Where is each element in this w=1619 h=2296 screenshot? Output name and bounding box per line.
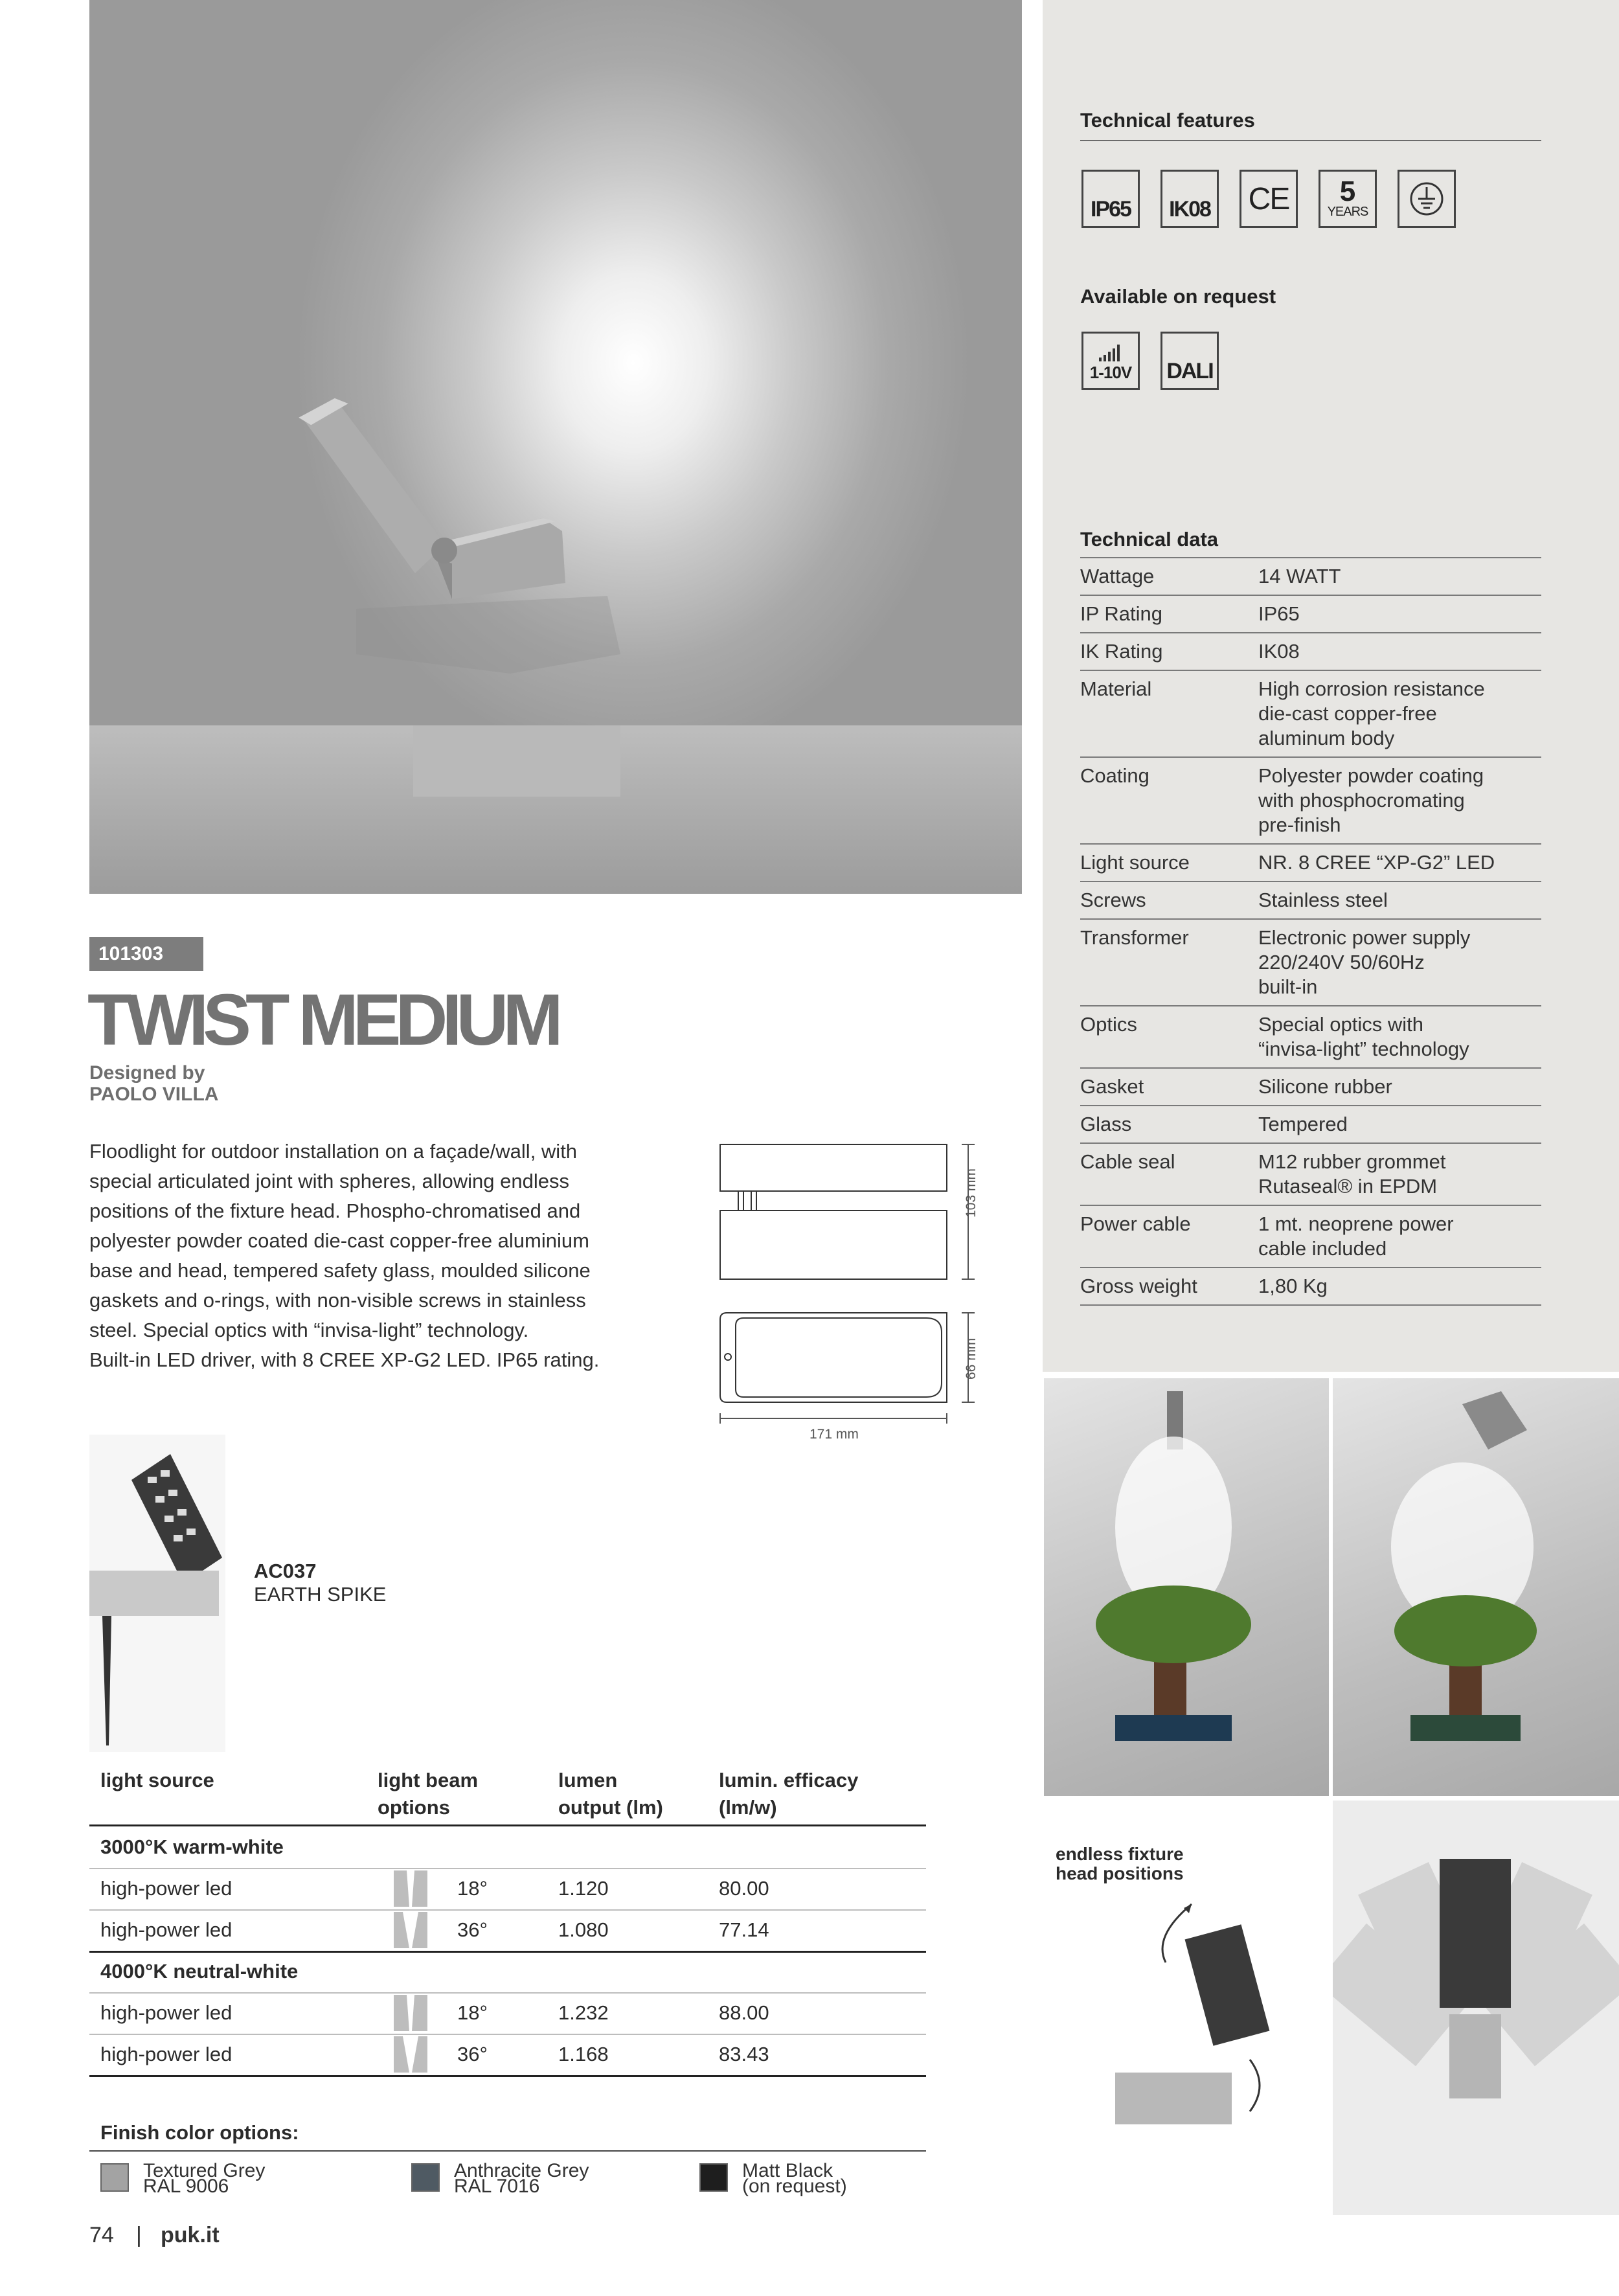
positions-label: endless fixture head positions [1056, 1844, 1184, 1883]
description-line: polyester powder coated die-cast copper-free aluminium [89, 1229, 589, 1252]
description-line: base and head, tempered safety glass, moulded silicone [89, 1259, 591, 1282]
col-header-lumen: lumen output (lm) [558, 1769, 663, 1819]
col-header-efficacy: lumin. efficacy (lm/w) [719, 1769, 859, 1819]
technical-data-row [1080, 1205, 1541, 1267]
finish-options [100, 2160, 936, 2209]
finish-option [100, 2160, 266, 2197]
footer-separator: | [136, 2223, 142, 2247]
earth-ground-icon [1398, 170, 1456, 228]
beam-icon [394, 1870, 427, 1910]
divider [89, 2150, 926, 2152]
spec-value: Special optics with “invisa-light” technology [1258, 1006, 1541, 1068]
cell-efficacy: 77.14 [719, 1918, 769, 1941]
technical-data-table [1080, 558, 1541, 1306]
color-swatch [411, 2163, 440, 2192]
cell-lumen: 1.232 [558, 2001, 609, 2024]
page-number: 74 [89, 2223, 114, 2247]
earth-spike-image [70, 1435, 238, 1752]
col-header-light-source: light source [100, 1769, 214, 1791]
divider [89, 2075, 926, 2077]
technical-data-row [1080, 881, 1541, 919]
spec-key: IK Rating [1080, 633, 1258, 670]
finish-name: Matt Black [742, 2160, 833, 2181]
spec-value: IP65 [1258, 595, 1541, 633]
spec-value: M12 rubber grommet Rutaseal® in EPDM [1258, 1143, 1541, 1205]
beam-icon [394, 1995, 427, 2034]
spec-value: IK08 [1258, 633, 1541, 670]
finish-label [454, 2160, 589, 2197]
spec-value: Polyester powder coating with phosphocromating pre-finish [1258, 757, 1541, 844]
finish-name: Anthracite Grey [454, 2160, 589, 2181]
technical-data-title: Technical data [1080, 528, 1219, 551]
spec-key: Gasket [1080, 1068, 1258, 1106]
finish-label [742, 2160, 847, 2197]
accessory-code: AC037 [254, 1560, 317, 1582]
finish-option [699, 2160, 847, 2197]
spec-value: Electronic power supply 220/240V 50/60Hz built-in [1258, 919, 1541, 1006]
description-line: gaskets and o-rings, with non-visible screws in stainless [89, 1289, 586, 1312]
technical-features-title: Technical features [1080, 109, 1255, 131]
cell-lumen: 1.120 [558, 1877, 609, 1900]
spec-key: Power cable [1080, 1205, 1258, 1267]
finish-code: RAL 7016 [454, 2176, 540, 2197]
cell-efficacy: 83.43 [719, 2043, 769, 2065]
spec-key: Optics [1080, 1006, 1258, 1068]
hero-photo [89, 0, 1022, 894]
site-link[interactable]: puk.it [161, 2223, 220, 2247]
color-swatch [100, 2163, 129, 2192]
cell-light-source: high-power led [100, 2001, 232, 2024]
technical-data-row [1080, 919, 1541, 1006]
bonsai-photo-right [1333, 1378, 1619, 1796]
technical-data-row [1080, 1006, 1541, 1068]
rotation-arrows [1101, 1898, 1315, 2131]
finish-name: Textured Grey [143, 2160, 266, 2181]
spec-value: Tempered [1258, 1106, 1541, 1143]
description-line: special articulated joint with spheres, allowing endless [89, 1170, 569, 1192]
height-dimension: 103 mm [964, 1168, 979, 1218]
spec-value: 1 mt. neoprene power cable included [1258, 1205, 1541, 1267]
designer-name: PAOLO VILLA [89, 1084, 219, 1105]
cell-lumen: 1.080 [558, 1918, 609, 1941]
color-swatch [699, 2163, 728, 2192]
technical-data-row [1080, 595, 1541, 633]
spec-key: Light source [1080, 844, 1258, 881]
dimming-1-10v-icon: 1-10V [1081, 332, 1140, 390]
spec-key: Coating [1080, 757, 1258, 844]
spec-value: NR. 8 CREE “XP-G2” LED [1258, 844, 1541, 881]
group-label: 3000°K warm-white [100, 1836, 284, 1858]
ik08-icon: IK08 [1160, 170, 1219, 228]
technical-data-row [1080, 757, 1541, 844]
technical-data-row [1080, 844, 1541, 881]
cell-efficacy: 80.00 [719, 1877, 769, 1900]
spec-key: Transformer [1080, 919, 1258, 1006]
finish-option [411, 2160, 589, 2197]
cell-light-source: high-power led [100, 1877, 232, 1900]
divider [1080, 140, 1541, 141]
technical-data-row [1080, 1143, 1541, 1205]
spec-key: Screws [1080, 881, 1258, 919]
cell-light-source: high-power led [100, 1918, 232, 1941]
dali-icon: DALI [1160, 332, 1219, 390]
spec-value: 1,80 Kg [1258, 1267, 1541, 1305]
col-header-light-beam: light beam options [378, 1769, 479, 1819]
spec-key: Gross weight [1080, 1267, 1258, 1305]
product-description [89, 1137, 685, 1375]
accessory-name: EARTH SPIKE [254, 1583, 387, 1606]
product-code-badge: 101303 [89, 937, 203, 971]
cell-light-source: high-power led [100, 2043, 232, 2065]
bonsai-photo-left [1044, 1378, 1329, 1796]
description-line: Built-in LED driver, with 8 CREE XP-G2 LED. IP65 rating. [89, 1348, 600, 1371]
finish-title: Finish color options: [100, 2121, 299, 2144]
dimension-drawing [712, 1130, 984, 1441]
finish-code: (on request) [742, 2176, 847, 2197]
finish-label [143, 2160, 266, 2197]
width-dimension: 171 mm [809, 1427, 859, 1442]
spec-value: 14 WATT [1258, 558, 1541, 595]
technical-data-row [1080, 1068, 1541, 1106]
spec-value: High corrosion resistance die-cast copper-free aluminum body [1258, 670, 1541, 757]
group-label: 4000°K neutral-white [100, 1960, 299, 1983]
cell-beam: 18° [457, 1877, 488, 1900]
spec-value: Stainless steel [1258, 881, 1541, 919]
ip65-icon: IP65 [1081, 170, 1140, 228]
spec-value: Silicone rubber [1258, 1068, 1541, 1106]
technical-data-row [1080, 633, 1541, 670]
spec-key: Glass [1080, 1106, 1258, 1143]
technical-data-row [1080, 1106, 1541, 1143]
cell-beam: 36° [457, 1918, 488, 1941]
spec-key: Material [1080, 670, 1258, 757]
spec-key: Wattage [1080, 558, 1258, 595]
designed-by-label: Designed by [89, 1062, 205, 1084]
five-years-warranty-icon: 5 YEARS [1319, 170, 1377, 228]
beam-icon [394, 2036, 427, 2076]
beam-icon [394, 1912, 427, 1951]
available-on-request-title: Available on request [1080, 285, 1276, 308]
positions-photo [1333, 1801, 1619, 2215]
technical-data-row [1080, 558, 1541, 595]
cell-beam: 36° [457, 2043, 488, 2065]
finish-code: RAL 9006 [143, 2176, 229, 2197]
description-line: steel. Special optics with “invisa-light” technology. [89, 1319, 529, 1341]
cell-lumen: 1.168 [558, 2043, 609, 2065]
fixture-illustration [89, 0, 1022, 894]
cell-efficacy: 88.00 [719, 2001, 769, 2024]
technical-data-row [1080, 670, 1541, 757]
description-line: positions of the fixture head. Phospho-chromatised and [89, 1199, 581, 1222]
description-line: Floodlight for outdoor installation on a façade/wall, with [89, 1140, 578, 1163]
technical-data-row [1080, 1267, 1541, 1305]
depth-dimension: 66 mm [964, 1337, 979, 1380]
spec-key: IP Rating [1080, 595, 1258, 633]
ce-mark-icon: CE [1240, 170, 1298, 228]
spec-key: Cable seal [1080, 1143, 1258, 1205]
product-title: TWIST MEDIUM [87, 979, 558, 1060]
cell-beam: 18° [457, 2001, 488, 2024]
